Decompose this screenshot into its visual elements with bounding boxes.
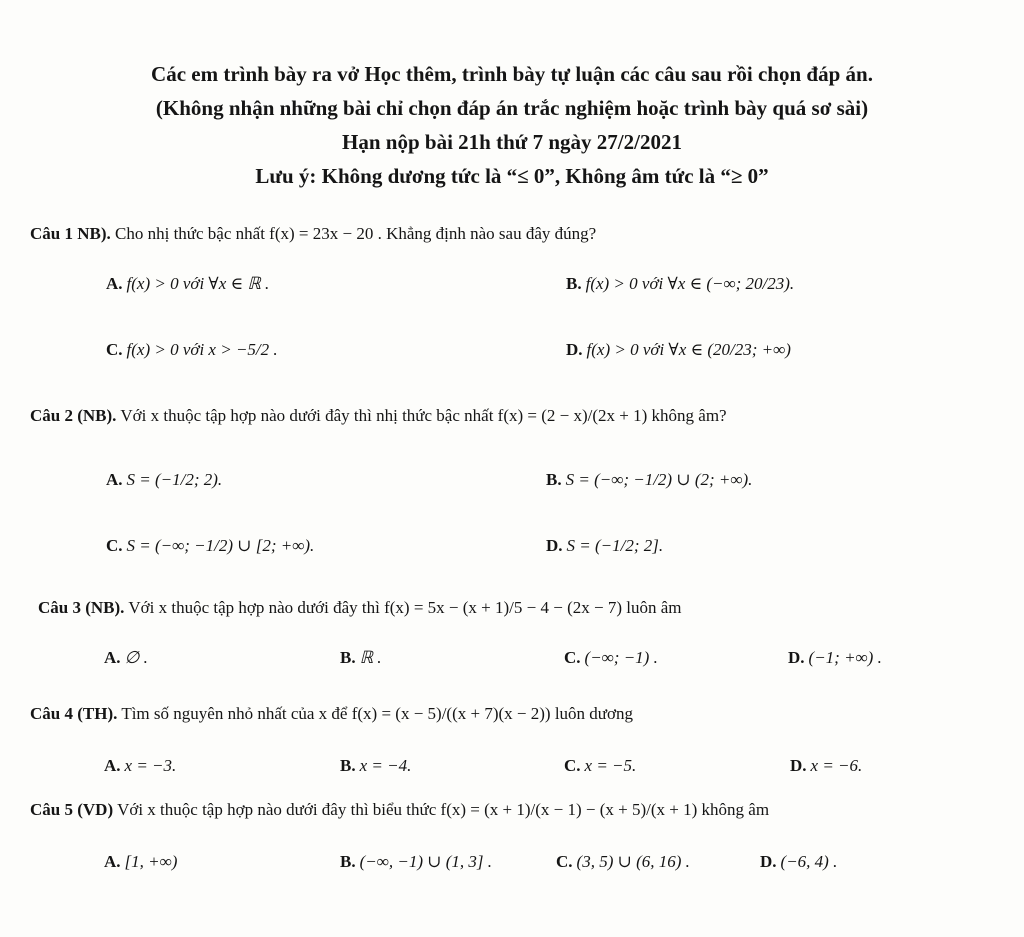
q5-option-c — [556, 852, 690, 872]
option-text: f(x) > 0 với ∀x ∈ ℝ . — [126, 274, 270, 293]
q1-option-c — [106, 340, 278, 360]
option-label: B. — [546, 470, 562, 489]
option-text: f(x) > 0 với ∀x ∈ (−∞; 20/23). — [585, 274, 795, 293]
option-label: C. — [564, 648, 581, 667]
option-text: (3, 5) ∪ (6, 16) . — [576, 852, 690, 871]
option-text: S = (−1/2; 2). — [126, 470, 223, 489]
q3-option-c — [564, 648, 658, 668]
question-4-label: Câu 4 (TH). — [30, 704, 118, 723]
deadline-line: Hạn nộp bài 21h thứ 7 ngày 27/2/2021 — [342, 130, 682, 154]
option-label: A. — [106, 470, 123, 489]
instruction-line-1: Các em trình bày ra vở Học thêm, trình bày tự luận các câu sau rồi chọn đáp án. — [151, 62, 873, 86]
option-label: D. — [566, 340, 583, 359]
option-label: A. — [104, 852, 121, 871]
option-label: D. — [546, 536, 563, 555]
option-label: B. — [566, 274, 582, 293]
option-text: f(x) > 0 với ∀x ∈ (20/23; +∞) — [586, 340, 791, 359]
q4-option-c — [564, 756, 636, 776]
option-label: D. — [760, 852, 777, 871]
instruction-line-2: (Không nhận những bài chỉ chọn đáp án trắc nghiệm hoặc trình bày quá sơ sài) — [155, 96, 869, 120]
q2-option-c — [106, 536, 314, 556]
q4-option-d — [790, 756, 862, 776]
option-text: x = −6. — [810, 756, 863, 775]
q4-option-b — [340, 756, 411, 776]
option-text: (−∞; −1) . — [584, 648, 658, 667]
question-1 — [30, 224, 596, 244]
option-label: C. — [106, 340, 123, 359]
q4-option-a — [104, 756, 176, 776]
question-3-label: Câu 3 (NB). — [38, 598, 125, 617]
q2-option-a — [106, 470, 222, 490]
option-label: D. — [790, 756, 807, 775]
q1-option-d — [566, 340, 791, 360]
option-text: ∅ . — [124, 648, 148, 667]
question-1-text: Cho nhị thức bậc nhất f(x) = 23x − 20 . Khẳng định nào sau đây đúng? — [115, 224, 597, 243]
q5-option-d — [760, 852, 837, 872]
question-2-text: Với x thuộc tập hợp nào dưới đây thì nhị thức bậc nhất f(x) = (2 − x)/(2x + 1) không âm? — [120, 406, 727, 425]
option-label: A. — [106, 274, 123, 293]
option-text: (−6, 4) . — [780, 852, 838, 871]
question-2-label: Câu 2 (NB). — [30, 406, 117, 425]
question-3-text: Với x thuộc tập hợp nào dưới đây thì f(x) = 5x − (x + 1)/5 − 4 − (2x − 7) luôn âm — [128, 598, 682, 617]
q1-option-a — [106, 274, 269, 294]
question-4-text: Tìm số nguyên nhỏ nhất của x để f(x) = (x − 5)/((x + 7)(x − 2)) luôn dương — [121, 704, 633, 723]
q3-option-b — [340, 648, 382, 668]
q1-option-b — [566, 274, 794, 294]
question-5-label: Câu 5 (VD) — [30, 800, 114, 819]
option-text: ℝ . — [359, 648, 382, 667]
question-5 — [30, 800, 769, 820]
option-text: x = −3. — [124, 756, 177, 775]
q3-option-a — [104, 648, 148, 668]
option-label: B. — [340, 852, 356, 871]
question-1-label: Câu 1 NB). — [30, 224, 111, 243]
q2-option-b — [546, 470, 752, 490]
question-2 — [30, 406, 727, 426]
option-label: D. — [788, 648, 805, 667]
option-label: C. — [564, 756, 581, 775]
option-text: S = (−1/2; 2]. — [566, 536, 664, 555]
option-label: A. — [104, 648, 121, 667]
q3-option-d — [788, 648, 882, 668]
q2-option-d — [546, 536, 663, 556]
option-label: C. — [556, 852, 573, 871]
q5-option-a — [104, 852, 177, 872]
option-text: x = −5. — [584, 756, 637, 775]
option-label: B. — [340, 756, 356, 775]
question-3 — [38, 598, 681, 618]
option-label: A. — [104, 756, 121, 775]
question-5-text: Với x thuộc tập hợp nào dưới đây thì biểu thức f(x) = (x + 1)/(x − 1) − (x + 5)/(x + 1) không âm — [117, 800, 770, 819]
option-text: f(x) > 0 với x > −5/2 . — [126, 340, 278, 359]
option-text: [1, +∞) — [124, 852, 178, 871]
question-4 — [30, 704, 633, 724]
option-text: (−∞, −1) ∪ (1, 3] . — [359, 852, 492, 871]
option-text: S = (−∞; −1/2) ∪ (2; +∞). — [565, 470, 753, 489]
q5-option-b — [340, 852, 492, 872]
option-label: C. — [106, 536, 123, 555]
option-text: x = −4. — [359, 756, 412, 775]
option-text: S = (−∞; −1/2) ∪ [2; +∞). — [126, 536, 315, 555]
note-line: Lưu ý: Không dương tức là “≤ 0”, Không âm tức là “≥ 0” — [255, 164, 769, 188]
option-label: B. — [340, 648, 356, 667]
option-text: (−1; +∞) . — [808, 648, 882, 667]
